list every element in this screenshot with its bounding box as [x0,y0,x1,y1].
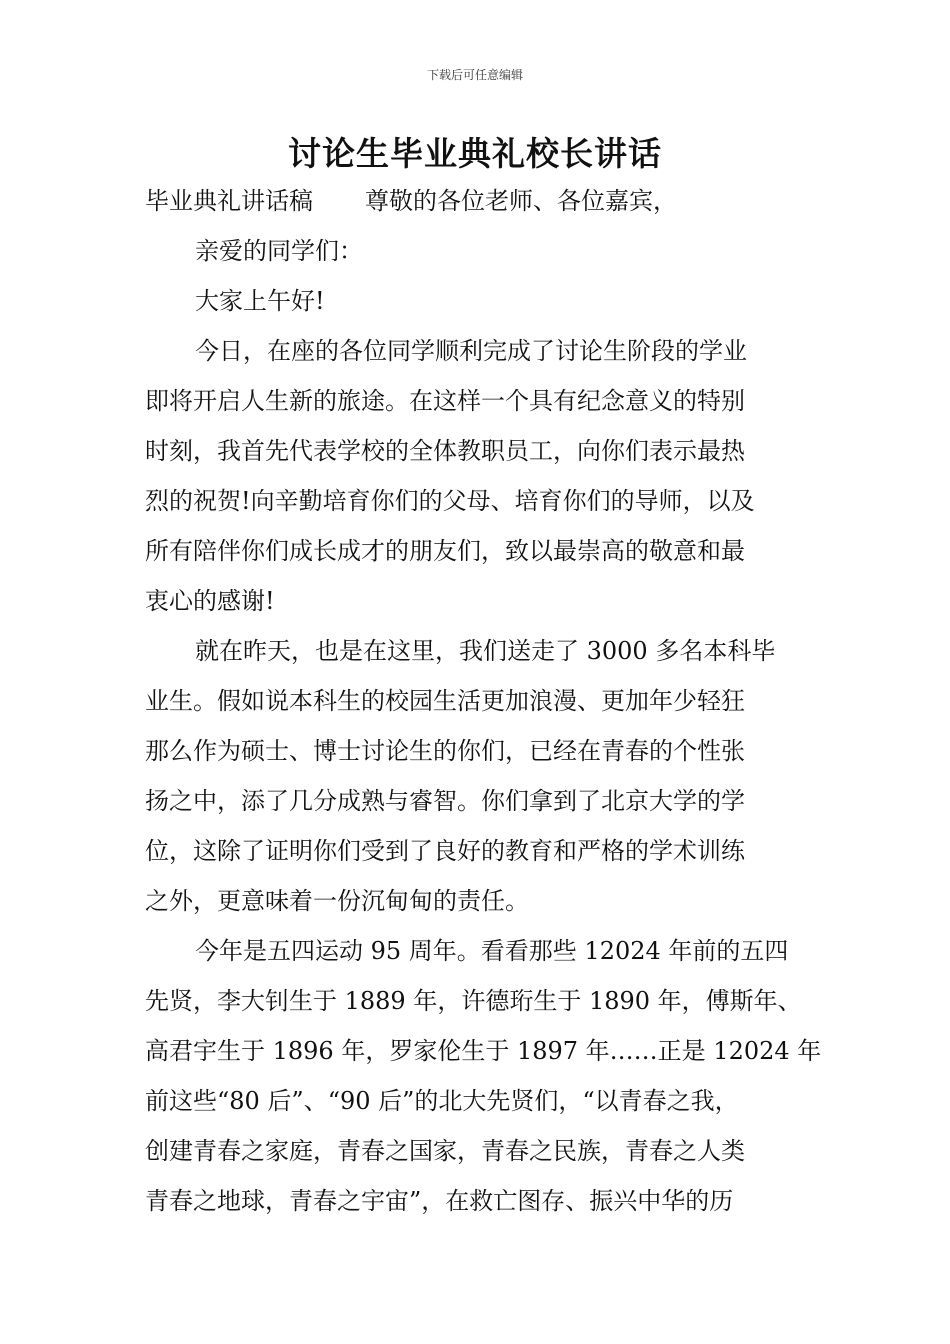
header-note: 下载后可任意编辑 [426,68,523,82]
document-title: 讨论生毕业典礼校长讲话 [288,134,662,173]
paragraph-line: 就在昨天，也是在这里，我们送走了 3000 多名本科毕 [195,637,776,665]
paragraph-line: 今年是五四运动 95 周年。看看那些 12024 年前的五四 [195,937,789,965]
paragraph-line: 烈的祝贺!向辛勤培育你们的父母、培育你们的导师，以及 [145,487,755,515]
paragraph-line: 创建青春之家庭，青春之国家，青春之民族，青春之人类 [145,1137,745,1165]
paragraph-line: 那么作为硕士、博士讨论生的你们，已经在青春的个性张 [145,737,745,765]
paragraph-line: 衷心的感谢! [145,587,275,615]
paragraph-line: 所有陪伴你们成长成才的朋友们，致以最崇高的敬意和最 [145,537,745,565]
paragraph-line: 高君宇生于 1896 年，罗家伦生于 1897 年……正是 12024 年 [145,1037,822,1065]
salutation-guests: 尊敬的各位老师、各位嘉宾， [365,187,677,215]
greeting: 大家上午好! [195,287,325,315]
paragraph-line: 之外，更意味着一份沉甸甸的责任。 [145,887,529,915]
paragraph-line: 时刻，我首先代表学校的全体教职员工，向你们表示最热 [145,437,745,465]
paragraph-line: 位，这除了证明你们受到了良好的教育和严格的学术训练 [145,837,745,865]
paragraph-line: 前这些“80 后”、“90 后”的北大先贤们，“以青春之我， [145,1087,739,1115]
paragraph-line: 先贤，李大钊生于 1889 年，许德珩生于 1890 年，傅斯年、 [145,987,802,1015]
paragraph-line: 即将开启人生新的旅途。在这样一个具有纪念意义的特别 [145,387,745,415]
paragraph-line: 扬之中，添了几分成熟与睿智。你们拿到了北京大学的学 [145,787,745,815]
paragraph-line: 青春之地球，青春之宇宙”，在救亡图存、振兴中华的历 [145,1187,734,1215]
paragraph-line: 今日，在座的各位同学顺利完成了讨论生阶段的学业 [195,337,747,365]
salutation-students: 亲爱的同学们： [195,237,363,265]
paragraph-line: 业生。假如说本科生的校园生活更加浪漫、更加年少轻狂 [145,687,745,715]
opening-line [145,186,677,216]
speech-label: 毕业典礼讲话稿 [145,187,313,215]
